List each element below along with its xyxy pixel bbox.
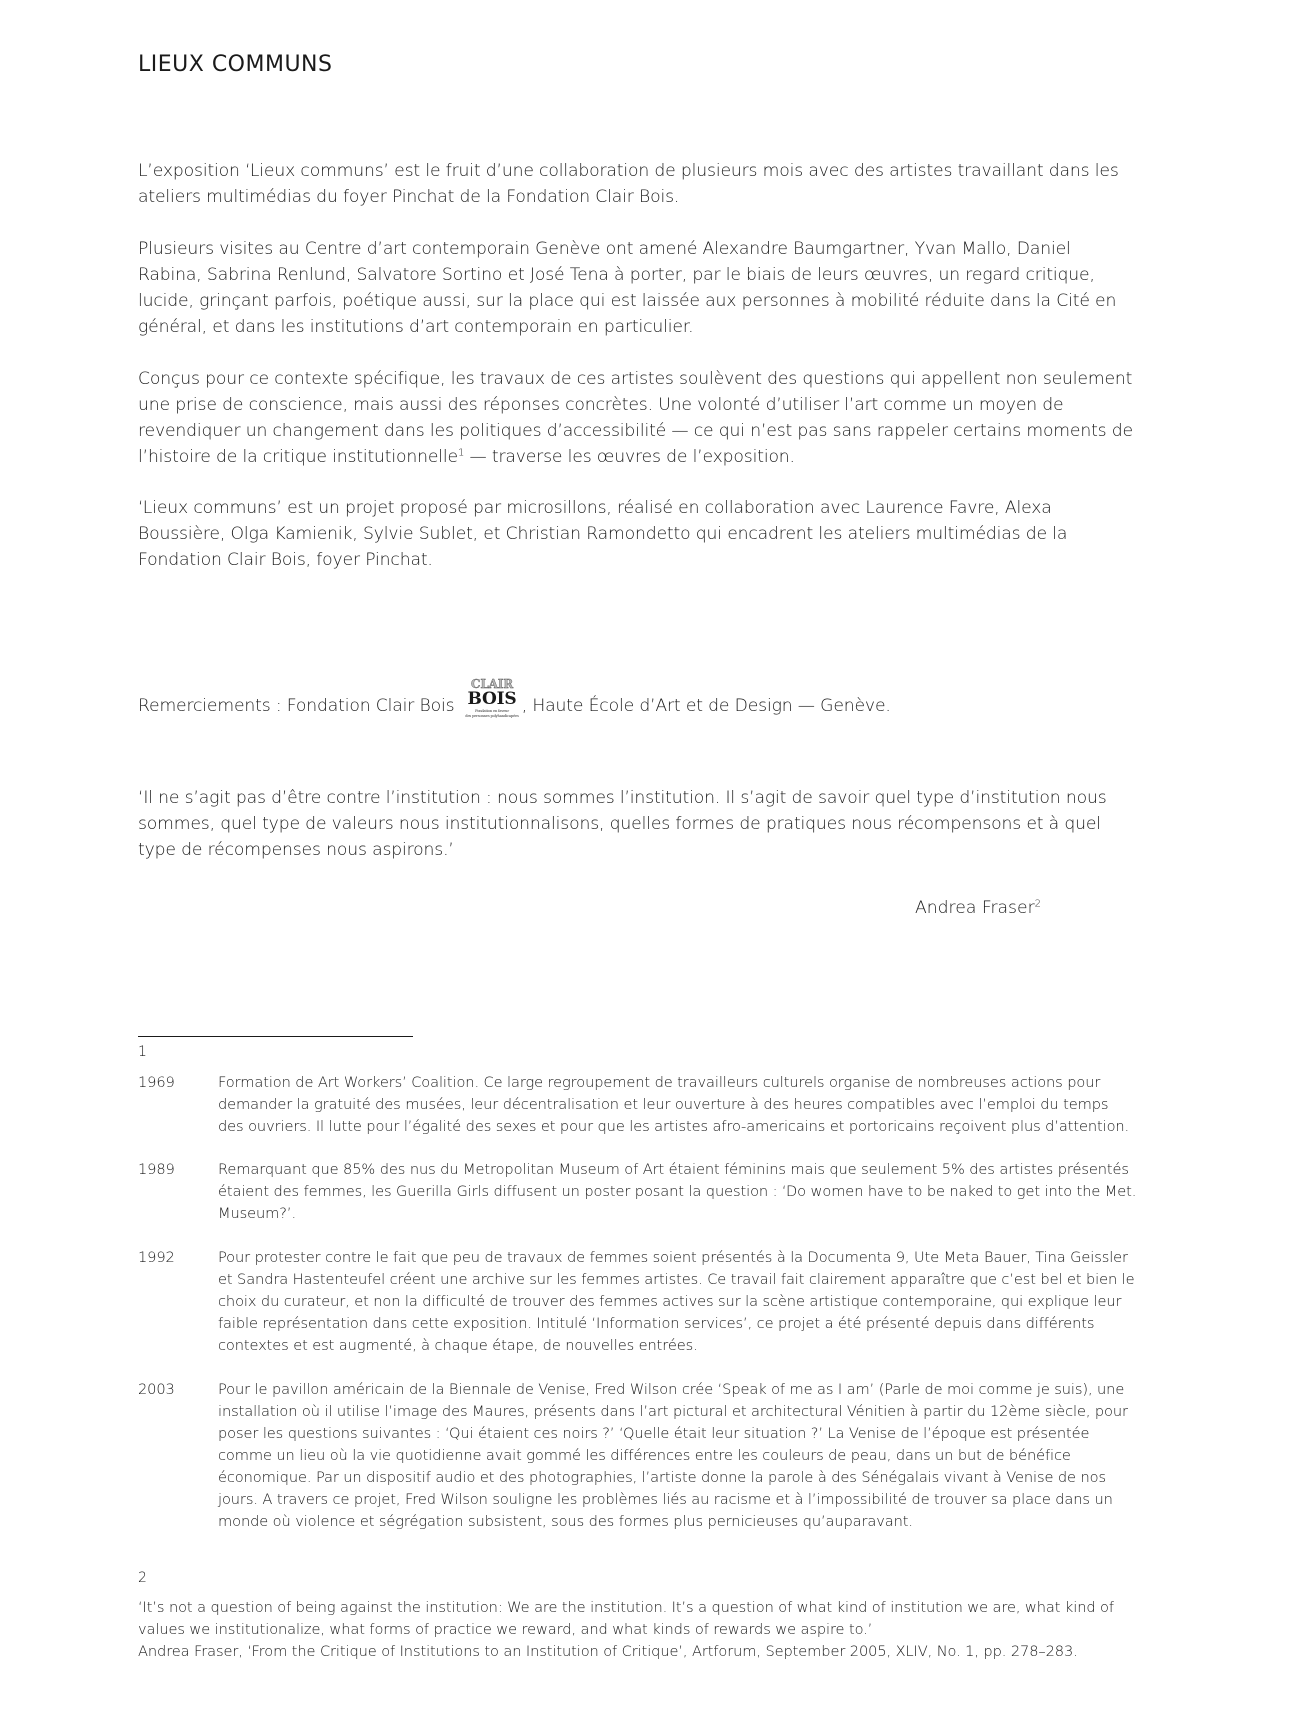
footnote-ref-2: 2 (1034, 898, 1042, 910)
timeline-year: 1992 (138, 1249, 175, 1266)
footnote-2 (138, 1597, 1148, 1663)
page-title: LIEUX COMMUNS (138, 52, 333, 77)
quote-block (138, 785, 1138, 863)
paragraph-3-text: Conçus pour ce contexte spécifique, les travaux de ces artistes soulèvent des questions qui appellent non seulement une prise de conscience, mais aussi des réponses concrètes. Une volonté d’utiliser l’art comme un moyen de revendiquer un changement dans les politiques d’accessibilité — ce qui n’est pas sans rappeler certains moments de l’histoire de la critique institutionnelle (138, 369, 1133, 467)
project-paragraph (138, 495, 1138, 573)
footnote-2-number: 2 (138, 1570, 147, 1586)
acknowledgements (138, 675, 891, 723)
artists-paragraph (138, 236, 1138, 340)
logo-tagline-2: des personnes polyhandicapées (465, 714, 519, 718)
timeline-entry (138, 1159, 1138, 1225)
paragraph-1: L’exposition ‘Lieux communs’ est le fruit d’une collaboration de plusieurs mois avec des artistes travaillant dans les ateliers multimédias du foyer Pinchat de la Fondation Clair Bois. (138, 161, 1119, 207)
footnote-2-quote: ‘It’s not a question of being against the institution: We are the institution. It’s a question of what kind of institution we are, what kind of values we institutionalize, what forms of practice we reward, and what kinds of rewards we aspire to.’ (138, 1599, 1114, 1638)
footnote-divider (138, 1036, 413, 1037)
acknowledgements-text: Remerciements : Fondation Clair Bois (138, 696, 455, 716)
timeline-year: 2003 (138, 1381, 175, 1398)
timeline-text: Remarquant que 85% des nus du Metropolitan Museum of Art étaient féminins mais que seulement 5% des artistes présentés étaient des femmes, les Guerilla Girls diffusent un poster posant la question : ‘Do women have to be naked to get into the Met. Museum?’. (218, 1161, 1137, 1222)
timeline-entry (138, 1072, 1138, 1138)
timeline-text: Pour le pavillon américain de la Biennale de Venise, Fred Wilson crée ‘Speak of me as I am’ (Parle de moi comme je suis), une installation où il utilise l’image des Maures, présents dans l’art pictural et architectural Vénitien à partir du 12ème siècle, pour poser les questions suivantes : ‘Qui étaient ces noirs ?’ ‘Quelle était leur situation ?’ La Venise de l’époque est présentée comme un lieu où la vie quotidienne avait gommé les différences entre les couleurs de peau, dans un but de bénéfice économique. Par un dispositif audio et des photographies, l’artiste donne la parole à des Sénégalais vivant à Venise de nos jours. A travers ce projet, Fred Wilson souligne les problèmes liés au racisme et à l’impossibilité de trouver sa place dans un monde où violence et ségrégation subsistent, sous des formes plus pernicieuses qu’auparavant. (218, 1381, 1128, 1530)
paragraph-2: Plusieurs visites au Centre d’art contemporain Genève ont amené Alexandre Baumgartner, Yvan Mallo, Daniel Rabina, Sabrina Renlund, Salvatore Sortino et José Tena à porter, par le biais de leurs œuvres, un regard critique, lucide, grinçant parfois, poétique aussi, sur la place qui est laissée aux personnes à mobilité réduite dans la Cité en général, et dans les institutions d’art contemporain en particulier. (138, 239, 1117, 337)
intro-paragraph (138, 158, 1138, 210)
footnote-2-source: Andrea Fraser, ‘From the Critique of Institutions to an Institution of Critique’, Artforum, September 2005, XLIV, No. 1, pp. 278–283. (138, 1643, 1078, 1660)
acknowledgements-text-end: , Haute École d’Art et de Design — Genève. (521, 696, 891, 716)
paragraph-4: ‘Lieux communs’ est un projet proposé par microsillons, réalisé en collaboration avec Laurence Favre, Alexa Boussière, Olga Kamienik, Sylvie Sublet, et Christian Ramondetto qui encadrent les ateliers multimédias de la Fondation Clair Bois, foyer Pinchat. (138, 498, 1068, 570)
logo-tagline-1: Fondation en faveur (474, 709, 509, 713)
footnote-ref-1: 1 (457, 447, 465, 459)
quote-attribution (915, 895, 1041, 921)
paragraph-3 (138, 366, 1138, 470)
timeline-entry (138, 1379, 1138, 1533)
timeline-text: Pour protester contre le fait que peu de travaux de femmes soient présentés à la Documenta 9, Ute Meta Bauer, Tina Geissler et Sandra Hastenteufel créent une archive sur les femmes artistes. Ce travail fait clairement apparaître que c’est bel et bien le choix du curateur, et non la difficulté de trouver des femmes actives sur la scène artistique contemporaine, qui explique leur faible représentation dans cette exposition. Intitulé ‘Information services’, ce projet a été présenté depuis dans différents contextes et est augmenté, à chaque étape, de nouvelles entrées. (218, 1249, 1135, 1354)
timeline-text: Formation de Art Workers’ Coalition. Ce large regroupement de travailleurs culturels organise de nombreuses actions pour demander la gratuité des musées, leur décentralisation et leur ouverture à des heures compatibles avec l’emploi du temps des ouvriers. Il lutte pour l’égalité des sexes et pour que les artistes afro-americains et portoricains reçoivent plus d’attention. (218, 1074, 1130, 1135)
quote-author: Andrea Fraser (915, 898, 1035, 918)
logo-clair-text: CLAIR (470, 677, 513, 691)
timeline-entry (138, 1247, 1138, 1357)
context-paragraph (138, 366, 1138, 470)
clair-bois-logo (464, 675, 520, 723)
timeline-year: 1969 (138, 1074, 175, 1091)
timeline-year: 1989 (138, 1161, 175, 1178)
quote-text: ‘Il ne s’agit pas d’être contre l’institution : nous sommes l’institution. Il s’agit de savoir quel type d’institution nous sommes, quel type de valeurs nous institutionnalisons, quelles formes de pratiques nous récompensons et à quel type de récompenses nous aspirons.’ (138, 788, 1107, 860)
footnote-1-number: 1 (138, 1044, 147, 1060)
paragraph-3-text-end: — traverse les œuvres de l’exposition. (464, 447, 795, 467)
logo-bois-text: BOIS (467, 689, 517, 709)
